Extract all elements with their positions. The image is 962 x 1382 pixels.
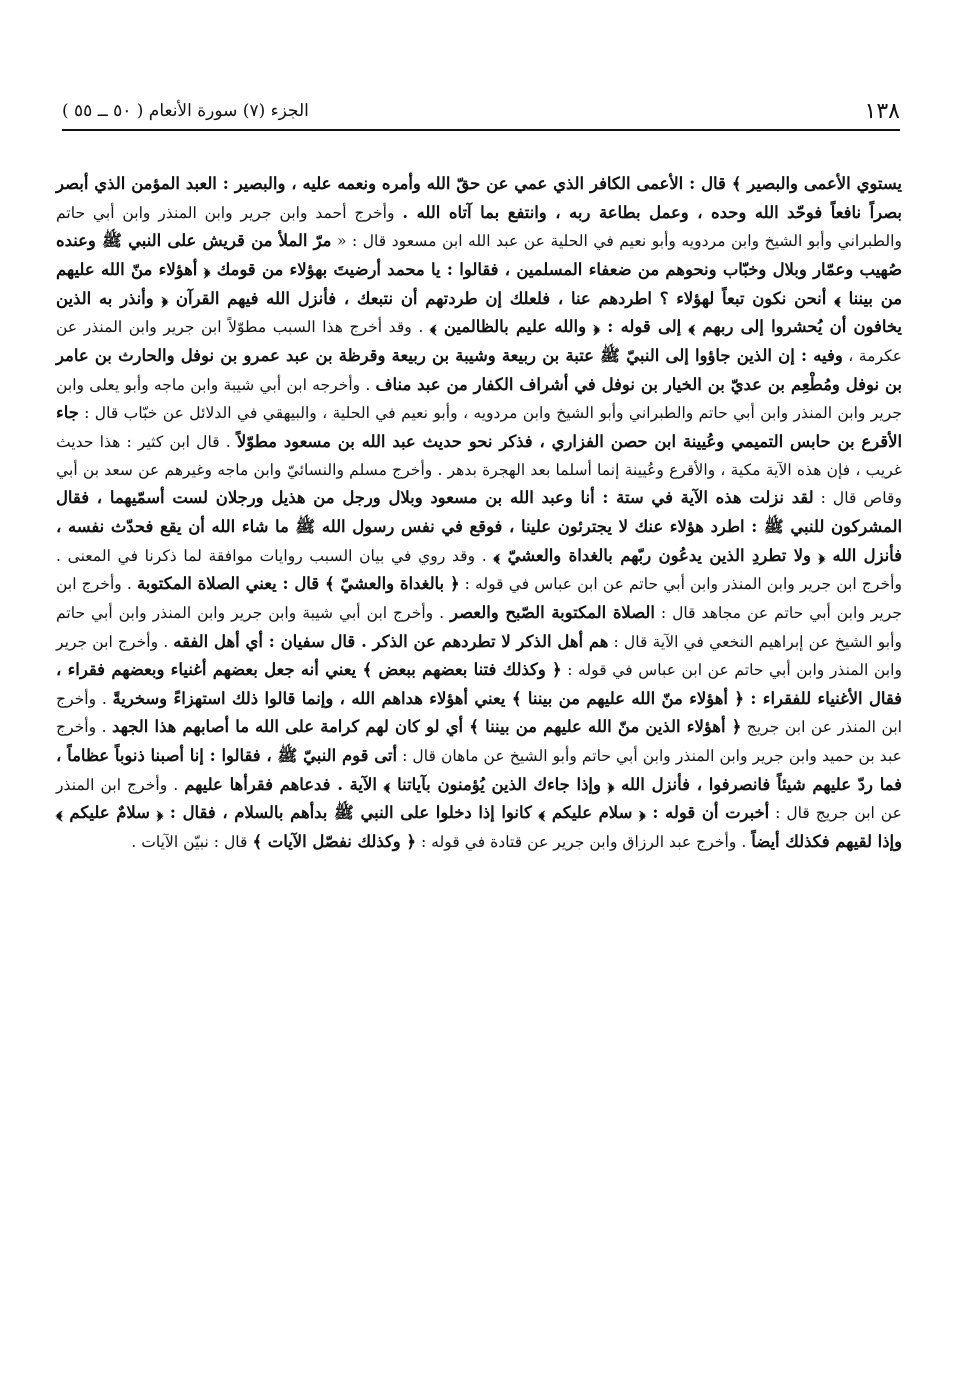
commentary-text-segment: وأخرج أحمد وابن جرير وابن المنذر وابن أبي حاتم والطبراني وأبو الشيخ وابن مردويه وأبو نعيم في الحلية عن عبد الله ابن مسعود قال : «	[56, 203, 902, 251]
commentary-text-segment: . وأخرج عبد بن حميد وابن جرير وابن المنذر وابن أبي حاتم وأبو الشيخ عن ماهان قال :	[56, 718, 902, 766]
commentary-text-segment: قال : نبيّن الآيات .	[131, 833, 253, 852]
quoted-text-segment: ﴿ بالغداة والعشيّ ﴾ قال : يعني الصلاة المكتوبة	[136, 574, 460, 594]
quoted-text-segment: ﴿ أهؤلاء الذين منّ الله عليهم من بيننا ﴾ أي لو كان لهم كرامة على الله ما أصابهم هذا الجهد	[112, 717, 742, 737]
commentary-text-segment: . وأخرج ابن جرير وابن أبي حاتم عن مجاهد قال :	[56, 575, 902, 622]
commentary-text-segment: . وأخرج ابن أبي شيبة وابن جرير وابن المنذر وابن أبي حاتم وأبو الشيخ عن إبراهيم النخعي في الآية قال :	[56, 603, 902, 651]
commentary-text-segment: . وقد أخرج هذا السبب مطوّلاً ابن جرير وابن المنذر عن عكرمة ،	[56, 318, 903, 365]
quoted-text-segment: هم أهل الذكر لا تطردهم عن الذكر . قال سفيان : أي أهل الفقه	[173, 631, 609, 651]
quoted-text-segment: يستوي الأعمى والبصير ﴾ قال : الأعمى الكافر الذي عمي عن حقّ الله وأمره ونعمه عليه ، والبصير : العبد المؤمن الذي أبصر بصراً نافعاً فوحّد الله وحده ، وعمل بطاعة ربه ، وانتفع بما آتاه الله .	[56, 174, 902, 222]
header-title: الجزء (٧) سورة الأنعام ( ٥٠ ــ ٥٥ )	[62, 101, 309, 121]
body-text	[56, 170, 902, 857]
commentary-text-segment: . وقد روي في بيان السبب روايات موافقة لما ذكرنا في المعنى . وأخرج ابن جرير وابن المنذر وابن أبي حاتم عن ابن عباس في قوله :	[56, 546, 903, 594]
commentary-text-segment: . وأخرج ابن المنذر عن ابن جريج	[56, 689, 902, 737]
quoted-text-segment: وفيه : إن الذين جاؤوا إلى النبيّ ﷺ عتبة بن ربيعة وشيبة بن ربيعة وقرظة بن عبد عمرو بن نوفل والحارث بن عامر بن نوفل ومُطْعِم بن عديّ بن الخيار بن نوفل في أشراف الكفار من عبد مناف	[56, 345, 902, 394]
running-header	[62, 95, 900, 131]
commentary-text-segment: . وأخرج عبد الرزاق وابن جرير عن قتادة في قوله :	[415, 833, 752, 852]
quoted-text-segment: جاء الأقرع بن حابس التميمي وعُيينة ابن حصن الفزاري ، فذكر نحو حديث عبد الله بن مسعود مطوّلاً	[56, 403, 902, 451]
commentary-text-segment: . وأخرج ابن المنذر عن ابن جريج قال :	[56, 775, 902, 823]
commentary-text-segment: . وأخرج ابن جرير وابن المنذر وابن أبي حاتم عن ابن عباس في قوله :	[56, 632, 902, 680]
quoted-text-segment: ﴿ وكذلك فتنا بعضهم ببعض ﴾ يعني أنه جعل بعضهم أغنياء وبعضهم فقراء ، فقال الأغنياء للفقراء : ﴿ أهؤلاء منّ الله عليهم من بيننا ﴾ يعني أهؤلاء هداهم الله ، وإنما قالوا ذلك استهزاءً وسخريةً	[56, 660, 902, 708]
commentary-text-segment: . قال ابن كثير : هذا حديث غريب ، فإن هذه الآية مكية ، والأقرع وعُيينة إنما أسلما بعد الهجرة بدهر . وأخرج مسلم والنسائيّ وابن ماجه وغيرهم عن سعد بن أبي وقاص قال :	[56, 432, 903, 508]
page-number: ١٣٨	[864, 99, 900, 124]
quoted-text-segment: لقد نزلت هذه الآية في ستة : أنا وعبد الله بن مسعود وبلال ورجل من هذيل ورجلان لست أسمّيهما ، فقال المشركون للنبي ﷺ : اطرد هؤلاء عنك لا يجترئون علينا ، فوقع في نفس رسول الله ﷺ ما شاء الله أن يقع فحدّث نفسه ، فأنزل الله ﴿ ولا تطردِ الذين يدعُون ربّهم بالغداة والعشيّ ﴾	[56, 488, 902, 565]
quoted-text-segment: أخبرت أن قوله : ﴿ سلام عليكم ﴾ كانوا إذا دخلوا على النبي ﷺ بدأهم بالسلام ، فقال : ﴿ سلامٌ عليكم ﴾ وإذا لقيهم فكذلك أيضاً	[56, 803, 902, 852]
quoted-text-segment: مرّ الملأ من قريش على النبي ﷺ وعنده صُهيب وعمّار وبلال وخبّاب ونحوهم من ضعفاء المسلمين ، فقالوا : يا محمد أرضيتَ بهؤلاء من قومك ﴿ أهؤلاء منّ الله عليهم من بيننا ﴾ أنحن نكون تبعاً لهؤلاء ؟ اطردهم عنا ، فلعلك إن طردتهم أن نتبعك ، فأنزل الله فيهم القرآن ﴿ وأنذر به الذين يخافون أن يُحشروا إلى ربهم ﴾ إلى قوله : ﴿ والله عليم بالظالمين ﴾	[56, 231, 902, 337]
commentary-text-segment: . وأخرجه ابن أبي شيبة وابن ماجه وأبو يعلى وابن جرير وابن المنذر وابن أبي حاتم والطبراني وأبو الشيخ وابن مردويه ، وأبو نعيم في الحلية ، والبيهقي في الدلائل عن خبّاب قال :	[56, 375, 902, 423]
quoted-text-segment: الصلاة المكتوبة الصّبح والعصر	[450, 602, 655, 622]
quoted-text-segment: أتى قوم النبيّ ﷺ ، فقالوا : إنا أصبنا ذنوباً عظاماً ، فما ردّ عليهم شيئاً فانصرفوا ، فأنزل الله ﴿ وإذا جاءك الذين يُؤمنون بآياتنا ﴾ الآية . فدعاهم فقرأها عليهم	[56, 746, 902, 794]
quoted-text-segment: ﴿ وكذلك نفصّل الآيات ﴾	[252, 832, 416, 852]
